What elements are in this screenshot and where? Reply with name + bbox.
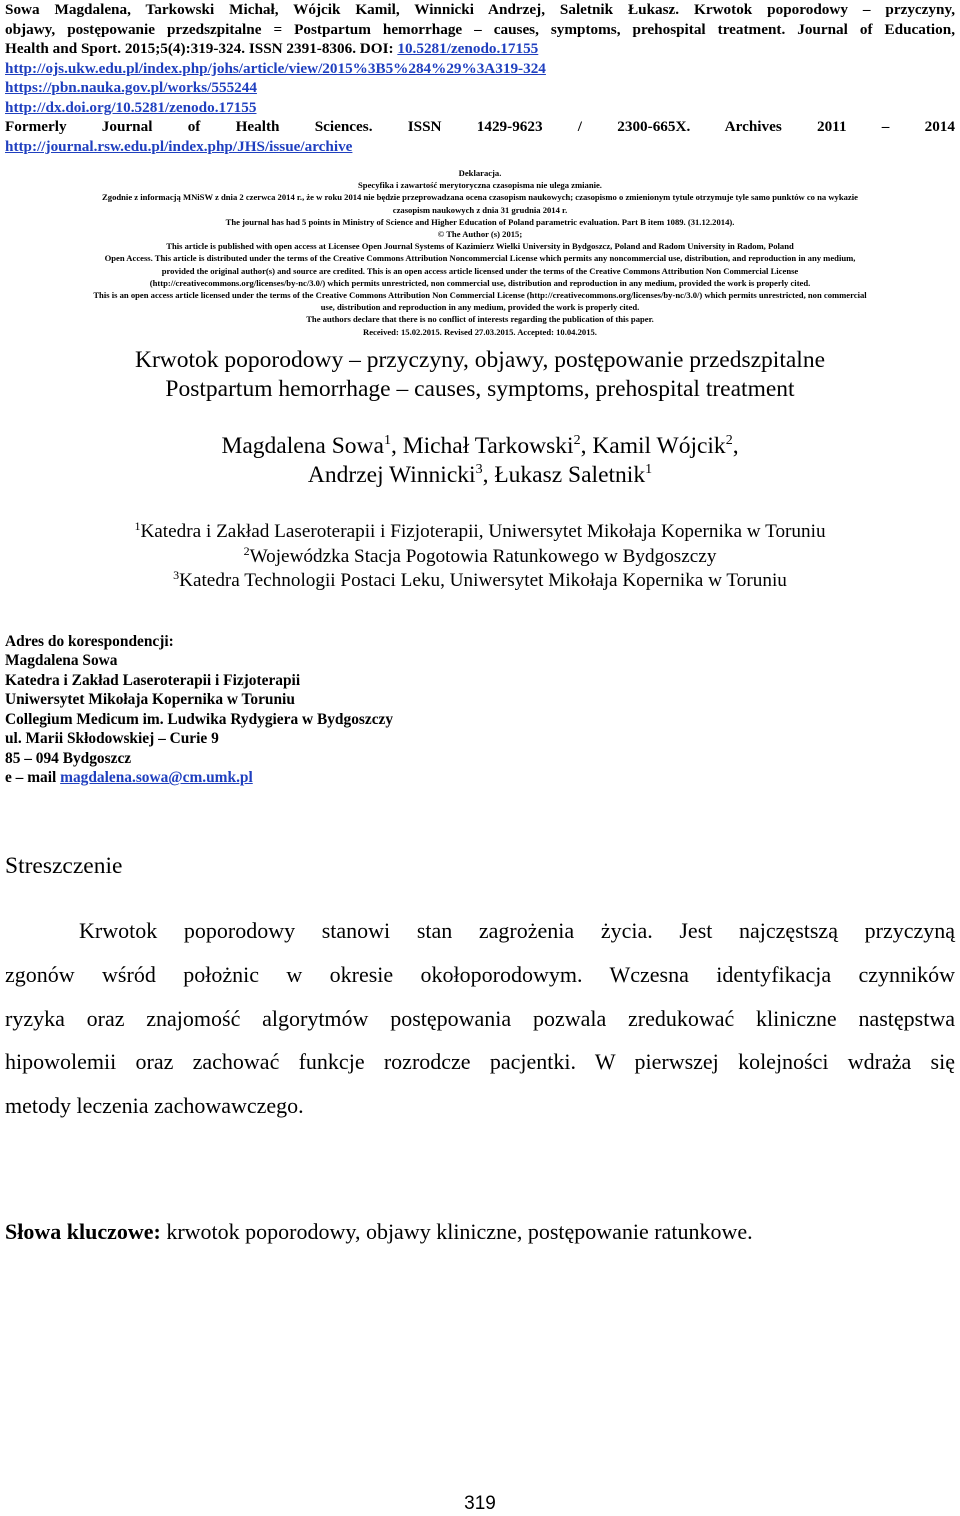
- doi-link[interactable]: 10.5281/zenodo.17155: [397, 40, 539, 57]
- citation-block: [5, 0, 955, 156]
- email-link[interactable]: magdalena.sowa@cm.umk.pl: [60, 769, 253, 787]
- address-city: 85 – 094 Bydgoszcz: [5, 749, 132, 767]
- dx-doi-link[interactable]: http://dx.doi.org/10.5281/zenodo.17155: [5, 98, 257, 116]
- declaration-line: Zgodnie z informacją MNiSW z dnia 2 czerwca 2014 r., że w roku 2014 nie będzie przeprowadzana ocena czasopism naukowych; czasopismo o zmienionym tytule otrzymuje tyle samo punktów co na wykazie: [102, 192, 858, 203]
- affiliation-text: Katedra i Zakład Laseroterapii i Fizjoterapii, Uniwersytet Mikołaja Kopernika w Toruniu: [140, 521, 826, 542]
- abstract-line: hipowolemii oraz zachować funkcje rozrodcze pacjentki. W pierwszej kolejności wdraża się: [5, 1049, 955, 1075]
- address-university: Uniwersytet Mikołaja Kopernika w Toruniu: [5, 691, 295, 709]
- affiliation-3: [0, 570, 960, 592]
- affiliation-number: 2: [243, 544, 250, 558]
- author-name: Andrzej Winnicki: [307, 462, 476, 488]
- affiliation-1: [0, 521, 960, 543]
- author-affiliation-mark: 1: [383, 433, 391, 448]
- correspondence-address: [5, 632, 905, 788]
- author-affiliation-mark: 3: [475, 462, 483, 477]
- citation-doi-prefix: Health and Sport. 2015;5(4):319-324. ISSN 2391-8306. DOI:: [5, 40, 398, 57]
- address-department: Katedra i Zakład Laseroterapii i Fizjoterapii: [5, 671, 301, 689]
- declaration-title: Deklaracja.: [458, 168, 502, 178]
- keywords: [5, 1219, 753, 1245]
- declaration-line: Open Access. This article is distributed under the terms of the Creative Commons Attribution Noncommercial License which permits any noncommercial use, distribution, and reproduction in any medium,: [104, 253, 856, 264]
- abstract-line: metody leczenia zachowawczego.: [5, 1093, 304, 1119]
- citation-line-2: objawy, postępowanie przedszpitalne = Postpartum hemorrhage – causes, symptoms, prehospital treatment. Journal of Education,: [5, 20, 955, 38]
- declaration-line: (http://creativecommons.org/licenses/by-nc/3.0/) which permits unrestricted, non commercial use, distribution and reproduction in any medium, provided the work is properly cited.: [149, 277, 811, 288]
- citation-line-3: [5, 39, 955, 59]
- formerly-line: Formerly Journal of Health Sciences. ISSN 1429-9623 / 2300-665X. Archives 2011 – 2014: [5, 118, 955, 135]
- address-college: Collegium Medicum im. Ludwika Rydygiera w Bydgoszczy: [5, 710, 394, 728]
- declaration-line: The authors declare that there is no conflict of interests regarding the publication of this paper.: [306, 314, 654, 325]
- declaration-line: This article is published with open access at Licensee Open Journal Systems of Kazimierz Wielki University in Bydgoszcz, Poland and Radom University in Radom, Poland: [166, 241, 794, 252]
- affiliation-2: [0, 546, 960, 568]
- author-affiliation-mark: 1: [645, 462, 653, 477]
- abstract-body: [5, 909, 955, 1128]
- keywords-text: krwotok poporodowy, objawy kliniczne, postępowanie ratunkowe.: [160, 1219, 753, 1244]
- ojs-link[interactable]: http://ojs.ukw.edu.pl/index.php/johs/article/view/2015%3B5%284%29%3A319-324: [5, 59, 546, 77]
- declaration-dates: Received: 15.02.2015. Revised 27.03.2015. Accepted: 10.04.2015.: [363, 326, 597, 337]
- authors-line-1: [0, 433, 960, 460]
- abstract-line: Krwotok poporodowy stanowi stan zagrożenia życia. Jest najczęstszą przyczyną: [79, 918, 955, 943]
- author-name: , Łukasz Saletnik: [482, 462, 646, 488]
- abstract-line: ryzyka oraz znajomość algorytmów postępowania pozwala zredukować kliniczne następstwa: [5, 1005, 955, 1031]
- authors-line-2: [0, 462, 960, 489]
- declaration-line: © The Author (s) 2015;: [437, 229, 523, 240]
- declaration-line: This is an open access article licensed under the terms of the Creative Commons Attribution Non Commercial License (http://creativecommons.org/licenses/by-nc/3.0/) which permits unrestricted, non commercial: [93, 290, 867, 301]
- declaration-line: use, distribution and reproduction in any medium, provided the work is properly cited.: [320, 302, 640, 313]
- declaration-line: provided the original author(s) and source are credited. This is an open access article licensed under the terms of the Creative Commons Attribution Non Commercial License: [161, 265, 799, 276]
- keywords-label: Słowa kluczowe:: [5, 1219, 161, 1244]
- author-name: , Kamil Wójcik: [580, 433, 726, 459]
- author-separator: ,: [732, 433, 739, 459]
- declaration-block: [5, 167, 955, 338]
- affiliation-text: Katedra Technologii Postaci Leku, Uniwersytet Mikołaja Kopernika w Toruniu: [179, 570, 787, 591]
- email-label: e – mail: [5, 769, 61, 787]
- archive-link[interactable]: http://journal.rsw.edu.pl/index.php/JHS/issue/archive: [5, 137, 353, 155]
- address-street: ul. Marii Skłodowskiej – Curie 9: [5, 730, 219, 748]
- author-name: , Michał Tarkowski: [390, 433, 574, 459]
- title-english: Postpartum hemorrhage – causes, symptoms, prehospital treatment: [165, 376, 795, 402]
- author-name: Magdalena Sowa: [221, 433, 384, 459]
- declaration-line: Specyfika i zawartość merytoryczna czasopisma nie ulega zmianie.: [358, 180, 602, 191]
- page-number: 319: [464, 1493, 496, 1514]
- declaration-line: The journal has had 5 points in Ministry of Science and Higher Education of Poland parametric evaluation. Part B item 1089. (31.12.2014).: [225, 216, 735, 227]
- abstract-line: zgonów wśród położnic w okresie okołoporodowym. Wczesna identyfikacja czynników: [5, 961, 955, 987]
- citation-line-1: Sowa Magdalena, Tarkowski Michał, Wójcik Kamil, Winnicki Andrzej, Saletnik Łukasz. Krwotok poporodowy – przyczyny,: [5, 1, 955, 18]
- affiliation-number: 1: [134, 519, 141, 533]
- pbn-link[interactable]: https://pbn.nauka.gov.pl/works/555244: [5, 79, 257, 96]
- declaration-line: czasopism naukowych z dnia 31 grudnia 2014 r.: [392, 204, 568, 215]
- address-label: Adres do korespondencji:: [5, 633, 174, 650]
- address-name: Magdalena Sowa: [5, 652, 118, 670]
- author-affiliation-mark: 2: [725, 433, 733, 448]
- abstract-heading: Streszczenie: [5, 853, 123, 879]
- affiliation-text: Wojewódzka Stacja Pogotowia Ratunkowego w Bydgoszczy: [249, 546, 717, 567]
- author-affiliation-mark: 2: [573, 433, 581, 448]
- affiliation-number: 3: [173, 568, 180, 582]
- title-polish: Krwotok poporodowy – przyczyny, objawy, postępowanie przedszpitalne: [134, 347, 825, 373]
- address-email-line: [5, 768, 905, 787]
